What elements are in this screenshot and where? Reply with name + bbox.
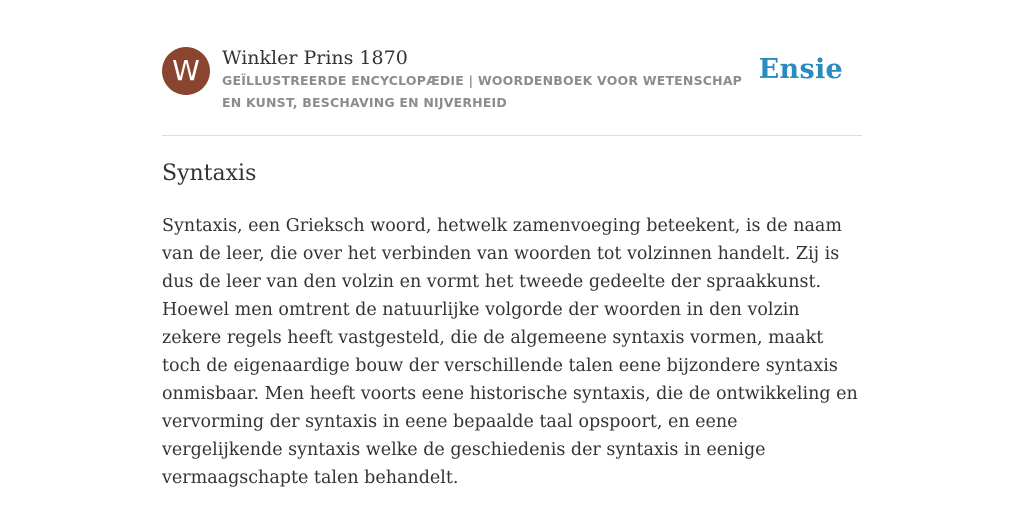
source-header [162, 0, 862, 136]
entry-body: Syntaxis, een Grieksch woord, hetwelk zamenvoeging beteekent, is de naam van de leer, die over het verbinden van woorden tot volzinnen handelt. Zij is dus de leer van den volzin en vormt het tweede gedeelte der spraakkunst. Hoewel men omtrent de natuurlijke volgorde der woorden in den volzin zekere regels heeft vastgesteld, die de algemeene syntaxis vormen, maakt toch de eigenaardige bouw der verschillende talen eene bijzondere syntaxis onmisbaar. Men heeft voorts eene historische syntaxis, die de ontwikkeling en vervorming der syntaxis in eene bepaalde taal opspoort, en eene vergelijkende syntaxis welke de geschiedenis der syntaxis in eenige vermaagschapte talen behandelt. [162, 216, 858, 488]
source-avatar[interactable]: W [162, 47, 210, 95]
entry-title: Syntaxis [162, 161, 257, 186]
source-subtitle: GEÏLLUSTREERDE ENCYCLOPÆDIE | WOORDENBOEK VOOR WETENSCHAP EN KUNST, BESCHAVING EN NIJVERHEID [222, 73, 743, 110]
source-title[interactable]: Winkler Prins 1870 [222, 47, 408, 69]
source-info [222, 46, 752, 114]
ensie-logo[interactable]: Ensie [758, 54, 843, 85]
entry-page [162, 0, 862, 488]
